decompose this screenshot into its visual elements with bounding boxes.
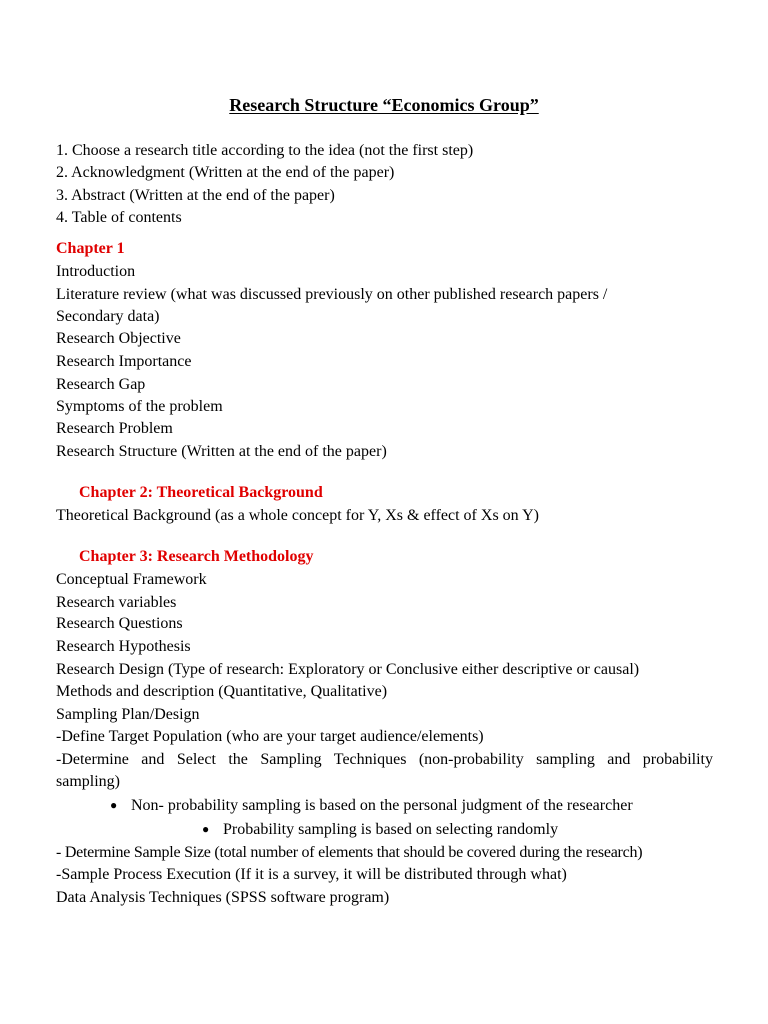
intro-step-3: 3. Abstract (Written at the end of the paper) bbox=[56, 187, 335, 204]
chapter-3-item: -Sample Process Execution (If it is a survey, it will be distributed through what) bbox=[56, 866, 567, 883]
intro-step-2: 2. Acknowledgment (Written at the end of the paper) bbox=[56, 164, 395, 181]
chapter-3-item: Research Hypothesis bbox=[56, 638, 191, 655]
chapter-1-heading: Chapter 1 bbox=[56, 240, 125, 257]
chapter-1-item: Research Gap bbox=[56, 376, 146, 393]
chapter-1-item: Introduction bbox=[56, 263, 136, 280]
chapter-3-item: - Determine Sample Size (total number of elements that should be covered during the research) bbox=[56, 844, 643, 861]
chapter-1-item: Research Problem bbox=[56, 420, 173, 437]
chapter-1-item: Secondary data) bbox=[56, 308, 160, 325]
chapter-3-item: Research variables bbox=[56, 594, 177, 611]
bullet-dot: ● bbox=[202, 822, 210, 836]
bullet-item-probability: Probability sampling is based on selecting randomly bbox=[223, 821, 559, 838]
chapter-1-item: Research Importance bbox=[56, 353, 192, 370]
chapter-3-item: -Define Target Population (who are your target audience/elements) bbox=[56, 728, 484, 745]
intro-step-1: 1. Choose a research title according to the idea (not the first step) bbox=[56, 142, 474, 159]
intro-step-4: 4. Table of contents bbox=[56, 209, 182, 226]
document-title bbox=[0, 95, 768, 116]
chapter-1-item: Symptoms of the problem bbox=[56, 398, 223, 415]
chapter-3-item: -Determine and Select the Sampling Techniques (non-probability sampling and probability bbox=[56, 751, 713, 768]
chapter-1-item: Literature review (what was discussed previously on other published research papers / bbox=[56, 286, 608, 303]
chapter-3-item: Data Analysis Techniques (SPSS software program) bbox=[56, 889, 390, 906]
chapter-2-item: Theoretical Background (as a whole concept for Y, Xs & effect of Xs on Y) bbox=[56, 507, 539, 524]
chapter-3-item: Methods and description (Quantitative, Qualitative) bbox=[56, 683, 388, 700]
chapter-3-item: Sampling Plan/Design bbox=[56, 706, 200, 723]
chapter-1-item: Research Objective bbox=[56, 330, 181, 347]
bullet-dot: ● bbox=[110, 798, 118, 812]
chapter-1-item: Research Structure (Written at the end of the paper) bbox=[56, 443, 387, 460]
chapter-3-heading: Chapter 3: Research Methodology bbox=[79, 548, 314, 565]
chapter-3-item: Research Design (Type of research: Exploratory or Conclusive either descriptive or causal) bbox=[56, 661, 640, 678]
chapter-3-item: Research Questions bbox=[56, 615, 183, 632]
chapter-3-item: Conceptual Framework bbox=[56, 571, 207, 588]
chapter-2-heading: Chapter 2: Theoretical Background bbox=[79, 484, 323, 501]
chapter-3-item: sampling) bbox=[56, 773, 120, 790]
bullet-item-nonprobability: Non- probability sampling is based on the personal judgment of the researcher bbox=[131, 797, 633, 814]
document-title-text: Research Structure “Economics Group” bbox=[229, 95, 539, 115]
